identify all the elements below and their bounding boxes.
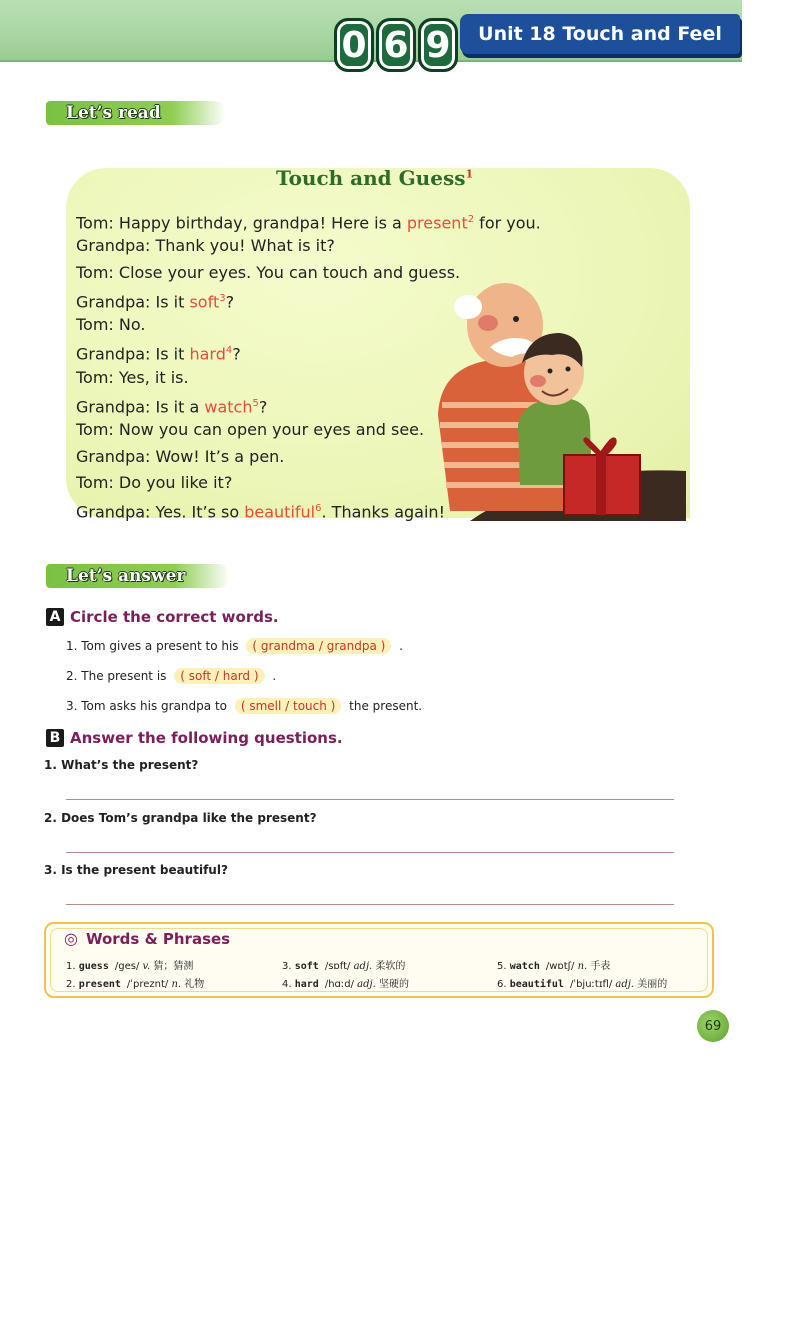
answer-line[interactable]: [66, 904, 674, 905]
entry-meaning: 礼物: [184, 979, 205, 990]
badge-digit: 6: [376, 18, 416, 72]
item-text: 1. Tom gives a present to his: [66, 639, 239, 653]
line-text: for you.: [474, 213, 541, 233]
speaker-name: Grandpa:: [76, 236, 156, 256]
vocab-entry: [497, 957, 610, 972]
speaker-name: Grandpa:: [76, 502, 156, 522]
line-text: Yes. It’s so: [155, 502, 245, 522]
grandpa-hair: [454, 295, 482, 319]
vocab-word: hard: [189, 344, 226, 364]
line-text: Wow! It’s a pen.: [155, 446, 285, 466]
speaker-name: Tom:: [76, 262, 119, 282]
badge-digit: 0: [334, 18, 374, 72]
entry-number: 1.: [66, 961, 79, 972]
entry-ipa: /sɒft/: [324, 961, 354, 972]
item-text-end: .: [272, 669, 277, 683]
entry-word: soft: [294, 961, 325, 972]
page-number: 69: [697, 1010, 729, 1042]
speaker-name: Grandpa:: [76, 292, 156, 312]
vocab-entry: [66, 957, 193, 972]
line-text: Close your eyes. You can touch and guess.: [118, 262, 461, 282]
item-text-end: the present.: [349, 699, 423, 713]
speaker-name: Grandpa:: [76, 397, 156, 417]
entry-number: 3.: [282, 961, 295, 972]
lets-read-label: Let’s read: [46, 101, 226, 125]
dialogue-line: [76, 207, 541, 233]
vocab-entry: [497, 975, 667, 990]
entry-number: 2.: [66, 979, 79, 990]
unit-title: Unit 18 Touch and Feel: [460, 14, 740, 54]
line-text: Happy birthday, grandpa! Here is a: [118, 213, 407, 233]
word-choice[interactable]: ( smell / touch ): [235, 698, 342, 714]
vocab-entry: [282, 957, 405, 972]
entry-word: guess: [78, 961, 115, 972]
footnote-number: 5: [252, 398, 259, 410]
speaker-name: Tom:: [76, 472, 119, 492]
speaker-name: Tom:: [76, 315, 119, 335]
exercise-b-title: Answer the following questions.: [70, 729, 343, 747]
target-icon: ◎: [64, 929, 78, 948]
vocab-word: soft: [189, 292, 220, 312]
entry-ipa: /ˈbjuːtɪfl/: [569, 979, 616, 990]
item-text: 3. Tom asks his grandpa to: [66, 699, 227, 713]
dialogue-line: [76, 233, 541, 259]
entry-meaning: 美丽的: [637, 979, 668, 990]
vocab-entry: [66, 975, 204, 990]
entry-ipa: /wɒtʃ/: [545, 961, 578, 972]
entry-pos: adj.: [357, 979, 379, 990]
entry-pos: n.: [171, 979, 185, 990]
item-text: 2. The present is: [66, 669, 167, 683]
word-choice[interactable]: ( soft / hard ): [174, 668, 264, 684]
reading-title: [276, 166, 473, 190]
word-choice[interactable]: ( grandma / grandpa ): [246, 638, 391, 654]
vocab-word: beautiful: [244, 502, 316, 522]
entry-word: hard: [294, 979, 325, 990]
footnote-number: 4: [225, 345, 233, 357]
words-title-text: Words & Phrases: [85, 929, 231, 948]
question: 3. Is the present beautiful?: [44, 863, 228, 877]
footnote-number: 2: [467, 214, 475, 225]
exercise-a-title: Circle the correct words.: [70, 608, 279, 626]
line-text: Do you like it?: [118, 472, 233, 492]
speaker-name: Grandpa:: [76, 344, 156, 364]
tom-cheek: [530, 375, 546, 387]
question: 2. Does Tom’s grandpa like the present?: [44, 811, 317, 825]
exercise-a-heading: [46, 608, 279, 626]
entry-ipa: /ˈpreznt/: [126, 979, 172, 990]
footnote-number: 3: [219, 292, 226, 304]
badge-digit: 9: [418, 18, 458, 72]
entry-meaning: 猜；猜测: [153, 961, 194, 972]
entry-word: beautiful: [509, 979, 570, 990]
entry-pos: v.: [142, 961, 154, 972]
item-text-end: .: [399, 639, 403, 653]
speaker-name: Grandpa:: [76, 446, 156, 466]
entry-meaning: 坚硬的: [379, 979, 409, 990]
circle-item: [66, 668, 276, 684]
entry-pos: adj.: [353, 961, 376, 972]
lesson-number-badge: [334, 18, 458, 72]
exercise-b-heading: [46, 729, 343, 747]
line-text: Yes, it is.: [118, 367, 189, 387]
answer-line[interactable]: [66, 799, 674, 800]
line-text: ?: [232, 344, 241, 364]
entry-pos: n.: [577, 961, 591, 972]
grandpa-and-tom-illustration: [430, 275, 686, 521]
line-text: . Thanks again!: [321, 502, 445, 522]
grandpa-cheek: [478, 315, 498, 331]
entry-number: 4.: [282, 979, 295, 990]
vocab-word: watch: [204, 397, 253, 417]
entry-word: present: [78, 979, 127, 990]
entry-ipa: /hɑːd/: [324, 979, 358, 990]
line-text: ?: [225, 292, 235, 312]
words-title: [64, 929, 230, 948]
entry-meaning: 手表: [590, 961, 611, 972]
entry-meaning: 柔软的: [375, 961, 406, 972]
entry-ipa: /ges/: [114, 961, 143, 972]
entry-number: 6.: [497, 979, 510, 990]
speaker-name: Tom:: [76, 213, 119, 233]
vocab-word: present: [406, 213, 468, 233]
reading-title-text: Touch and Guess: [276, 166, 466, 190]
footnote-number: 6: [315, 503, 322, 515]
line-text: Now you can open your eyes and see.: [118, 420, 425, 440]
footnote-number: 1: [465, 167, 474, 181]
line-text: Is it: [155, 344, 190, 364]
speaker-name: Tom:: [76, 367, 119, 387]
exercise-letter: A: [46, 608, 64, 626]
line-text: Is it a: [155, 397, 205, 417]
question: 1. What’s the present?: [44, 758, 199, 772]
line-text: Thank you! What is it?: [155, 236, 335, 256]
vocab-entry: [282, 975, 409, 990]
circle-item: [66, 698, 422, 714]
line-text: Is it: [155, 292, 190, 312]
lets-answer-label: Let’s answer: [46, 564, 230, 588]
entry-word: watch: [509, 961, 546, 972]
exercise-letter: B: [46, 729, 64, 747]
entry-number: 5.: [497, 961, 510, 972]
line-text: No.: [118, 315, 146, 335]
answer-line[interactable]: [66, 852, 674, 853]
speaker-name: Tom:: [76, 420, 119, 440]
line-text: ?: [258, 397, 268, 417]
circle-item: [66, 638, 403, 654]
entry-pos: adj.: [615, 979, 638, 990]
